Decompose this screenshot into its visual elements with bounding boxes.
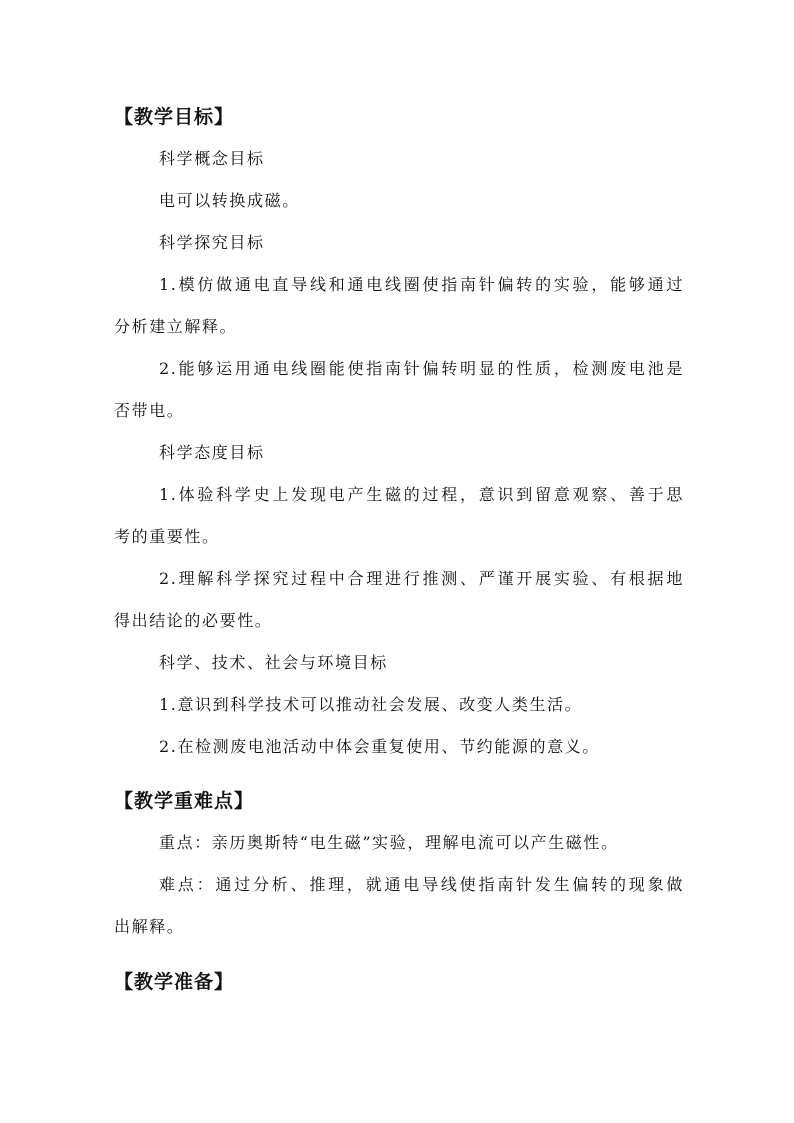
attitude-objective-1-line2: 考的重要性。 — [114, 527, 220, 546]
concept-objective-title: 科学概念目标 — [159, 149, 265, 168]
inquiry-objective-1-line1: 1.模仿做通电直导线和通电线圈使指南针偏转的实验，能够通过 — [159, 275, 684, 294]
stse-objective-2: 2.在检测废电池活动中体会重复使用、节约能源的意义。 — [159, 737, 600, 756]
key-points-heading: 【教学重难点】 — [114, 790, 255, 812]
inquiry-objective-1-line2: 分析建立解释。 — [114, 317, 238, 336]
attitude-objective-2-line2: 得出结论的必要性。 — [114, 611, 273, 630]
inquiry-objective-2-line1: 2.能够运用通电线圈能使指南针偏转明显的性质，检测废电池是 — [159, 359, 684, 378]
stse-objective-1: 1.意识到科学技术可以推动社会发展、改变人类生活。 — [159, 695, 583, 714]
attitude-objective-2-line1: 2.理解科学探究过程中合理进行推测、严谨开展实验、有根据地 — [159, 569, 684, 588]
attitude-objective-title: 科学态度目标 — [159, 443, 265, 462]
inquiry-objective-2-line2: 否带电。 — [114, 401, 185, 420]
difficult-point-line1: 难点：通过分析、推理，就通电导线使指南针发生偏转的现象做 — [159, 875, 684, 894]
objectives-heading: 【教学目标】 — [114, 106, 235, 128]
concept-objective-text: 电可以转换成磁。 — [159, 191, 300, 210]
inquiry-objective-title: 科学探究目标 — [159, 233, 265, 252]
difficult-point-line2: 出解释。 — [114, 917, 185, 936]
key-point-text: 重点：亲历奥斯特“电生磁”实验，理解电流可以产生磁性。 — [159, 833, 619, 852]
attitude-objective-1-line1: 1.体验科学史上发现电产生磁的过程，意识到留意观察、善于思 — [159, 485, 684, 504]
stse-objective-title: 科学、技术、社会与环境目标 — [159, 653, 388, 672]
preparation-heading: 【教学准备】 — [114, 971, 235, 993]
